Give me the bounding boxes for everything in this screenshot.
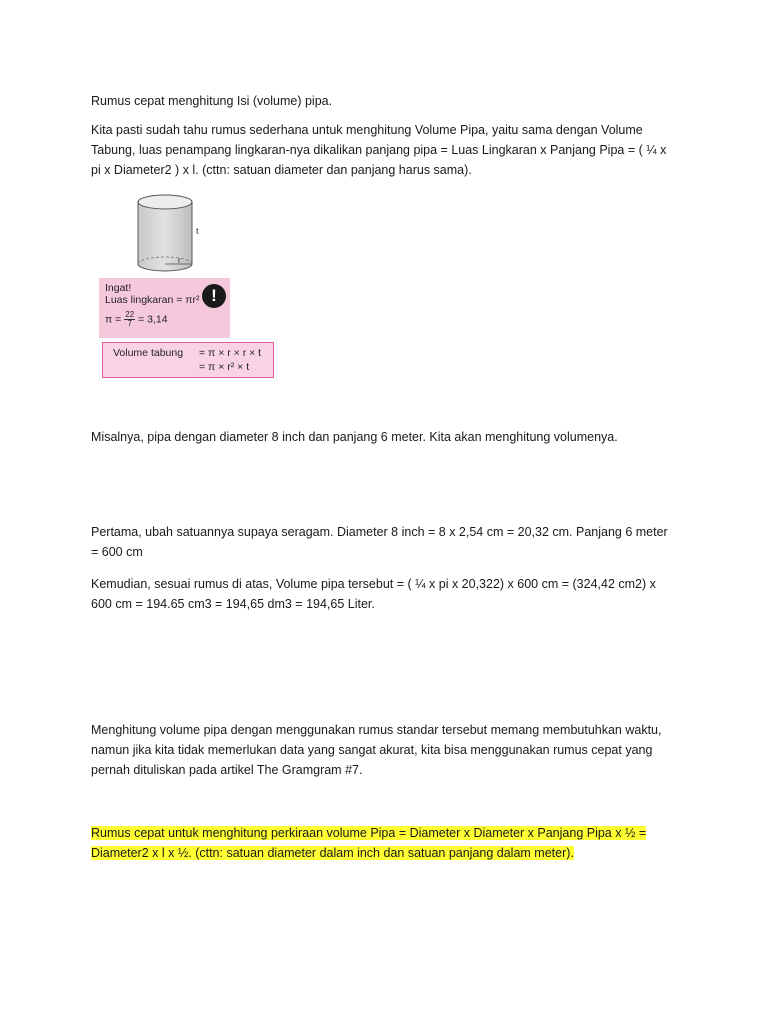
pi-prefix: π = [105, 313, 122, 326]
paragraph-quick-intro: Menghitung volume pipa dengan menggunakan rumus standar tersebut memang membutuhkan waktu, namun jika kita tidak memerlukan data yang sangat akurat, kita bisa menggunakan rumus cepat yang pernah dituliskan pada artikel The Gramgram #7. [91, 723, 662, 777]
paragraph-example: Misalnya, pipa dengan diameter 8 inch dan panjang 6 meter. Kita akan menghitung volumenya. [91, 430, 618, 444]
radius-label: r [178, 256, 181, 265]
cylinder-figure [92, 188, 292, 384]
paragraph-intro: Kita pasti sudah tahu rumus sederhana untuk menghitung Volume Pipa, yaitu sama dengan Volume Tabung, luas penampang lingkaran-nya dikalikan panjang pipa = Luas Lingkaran x Panjang Pipa = ( ¼ x pi x Diameter2 ) x l. (cttn: satuan diameter dan panjang harus sama). [91, 123, 667, 177]
reminder-title: Ingat! [105, 282, 132, 294]
volume-formula-box [102, 342, 274, 378]
heading: Rumus cepat menghitung Isi (volume) pipa. [91, 94, 333, 108]
paragraph-step-2: Kemudian, sesuai rumus di atas, Volume pipa tersebut = ( ¼ x pi x 20,322) x 600 cm = (324,42 cm2) x 600 cm = 194.65 cm3 = 194,65 dm3 = 194,65 Liter. [91, 577, 656, 611]
pi-numerator: 22 [125, 310, 135, 319]
pi-denominator: 7 [127, 319, 132, 328]
exclamation-icon: ! [202, 284, 226, 308]
pi-value: = 3,14 [138, 313, 168, 326]
highlighted-text: Rumus cepat untuk menghitung perkiraan volume Pipa = Diameter x Diameter x Panjang Pipa x ½ = Diameter2 x l x ½. (cttn: satuan diameter dalam inch dan satuan panjang dalam meter). [91, 826, 647, 860]
pi-fraction [124, 311, 135, 328]
paragraph-step-1: Pertama, ubah satuannya supaya seragam. Diameter 8 inch = 8 x 2,54 cm = 20,32 cm. Panjang 6 meter = 600 cm [91, 525, 668, 559]
pi-formula [105, 311, 224, 328]
reminder-box [99, 278, 230, 338]
cylinder-icon [92, 188, 212, 278]
circle-area-formula: Luas lingkaran = πr² [105, 294, 200, 306]
volume-label: Volume tabung [113, 347, 184, 359]
volume-formula-1: = π × r × r × t [199, 347, 262, 359]
volume-formula-2: = π × r² × t [199, 361, 250, 373]
paragraph-quick-formula [91, 823, 671, 863]
height-label: t [196, 226, 199, 236]
